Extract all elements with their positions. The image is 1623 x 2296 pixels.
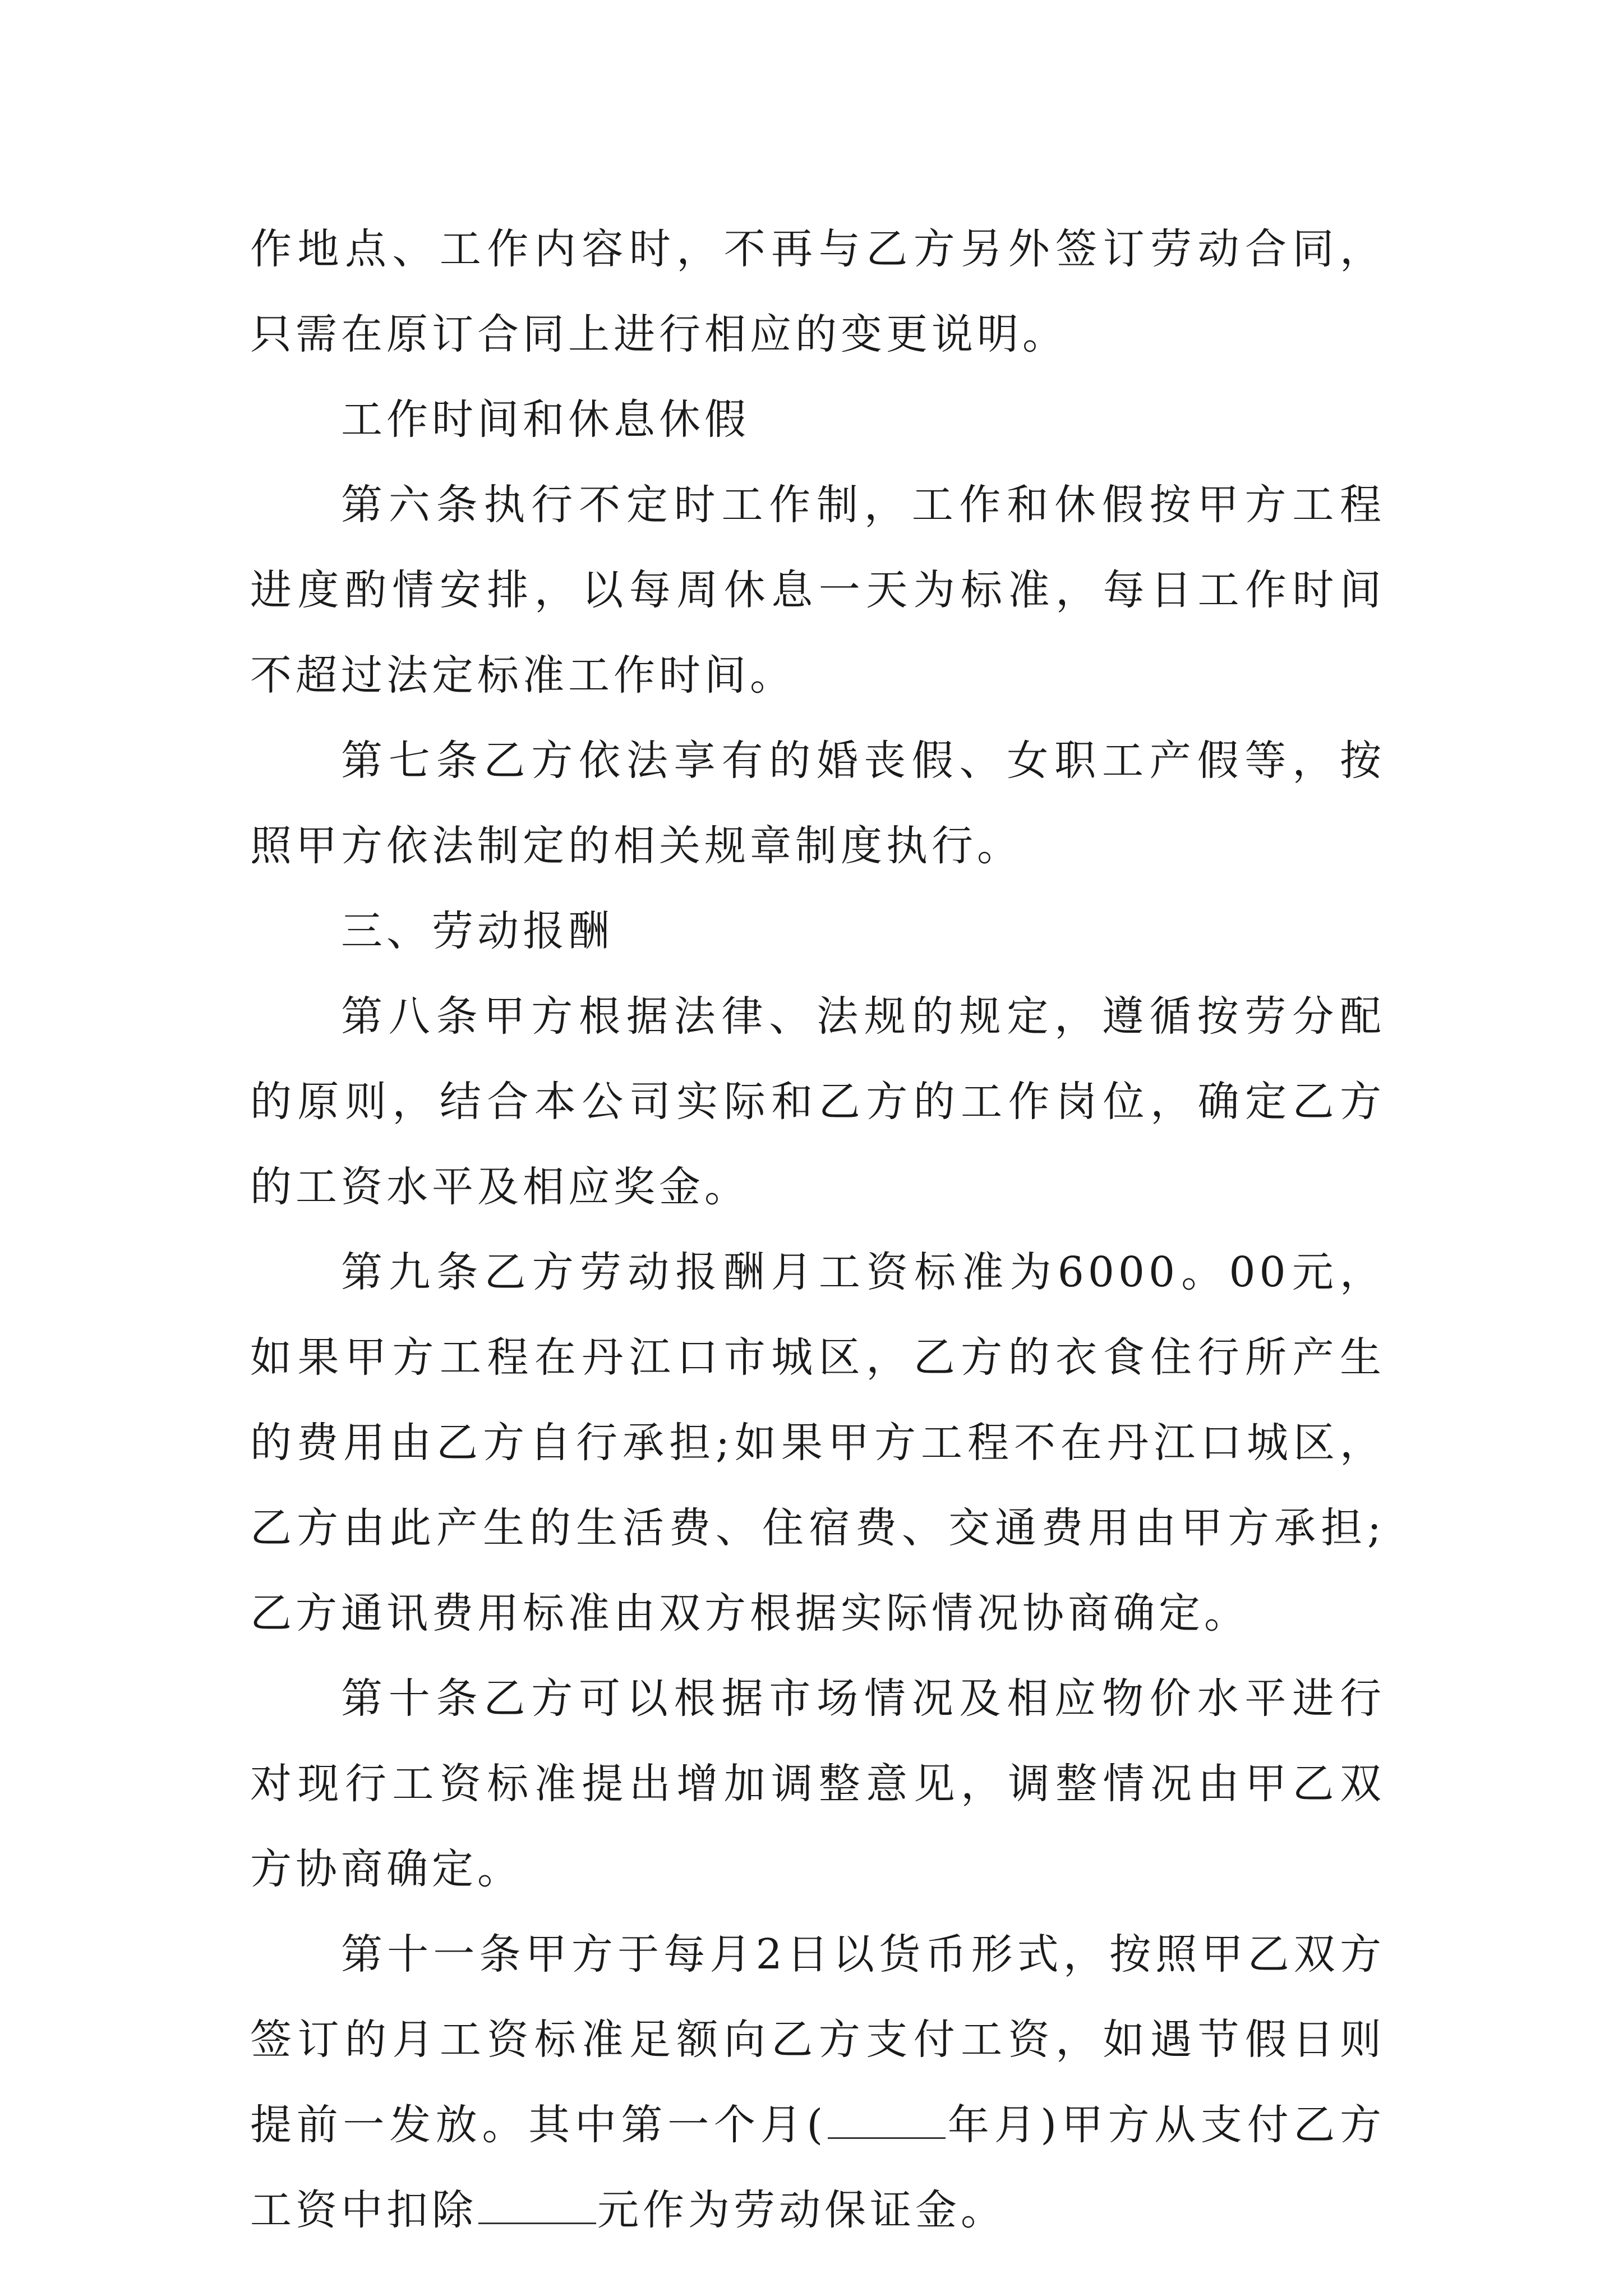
- article-9-paragraph: 第九条乙方劳动报酬月工资标准为6000。00元，如果甲方工程在丹江口市城区，乙方的衣食住行所产生的费用由乙方自行承担;如果甲方工程不在丹江口城区，乙方由此产生的生活费、住宿费、交通费用由甲方承担;乙方通讯费用标准由双方根据实际情况协商确定。: [250, 1248, 1385, 1637]
- article-11-paragraph: [250, 1912, 1385, 2253]
- section-heading-work-hours: 工作时间和休息休假: [341, 395, 750, 444]
- article-8-paragraph: 第八条甲方根据法律、法规的规定，遵循按劳分配的原则，结合本公司实际和乙方的工作岗位，确定乙方的工资水平及相应奖金。: [250, 992, 1385, 1211]
- paragraph-work-location: 作地点、工作内容时，不再与乙方另外签订劳动合同，只需在原订合同上进行相应的变更说明。: [250, 225, 1385, 358]
- article-7-paragraph: 第七条乙方依法享有的婚丧假、女职工产假等，按照甲方依法制定的相关规章制度执行。: [250, 737, 1385, 870]
- article-10-paragraph: 第十条乙方可以根据市场情况及相应物价水平进行对现行工资标准提出增加调整意见，调整情况由甲乙双方协商确定。: [250, 1674, 1385, 1893]
- fill-in-blank-year: [828, 2137, 946, 2139]
- article-11-text-part3: 元作为劳动保证金。: [597, 2186, 1006, 2234]
- article-6-paragraph: 第六条执行不定时工作制，工作和休假按甲方工程进度酌情安排，以每周休息一天为标准，每日工作时间不超过法定标准工作时间。: [250, 481, 1385, 700]
- article-11-text-part2: 年月)甲方从支付乙方工资中扣除: [250, 2101, 1385, 2234]
- fill-in-blank-amount: [478, 2222, 596, 2224]
- article-11-text-part1: 第十一条甲方于每月2日以货币形式，按照甲乙双方签订的月工资标准足额向乙方支付工资，如遇节假日则提前一发放。其中第一个月(: [250, 1930, 1385, 2149]
- section-heading-remuneration: 三、劳动报酬: [341, 907, 614, 955]
- document-body: [250, 206, 1385, 2253]
